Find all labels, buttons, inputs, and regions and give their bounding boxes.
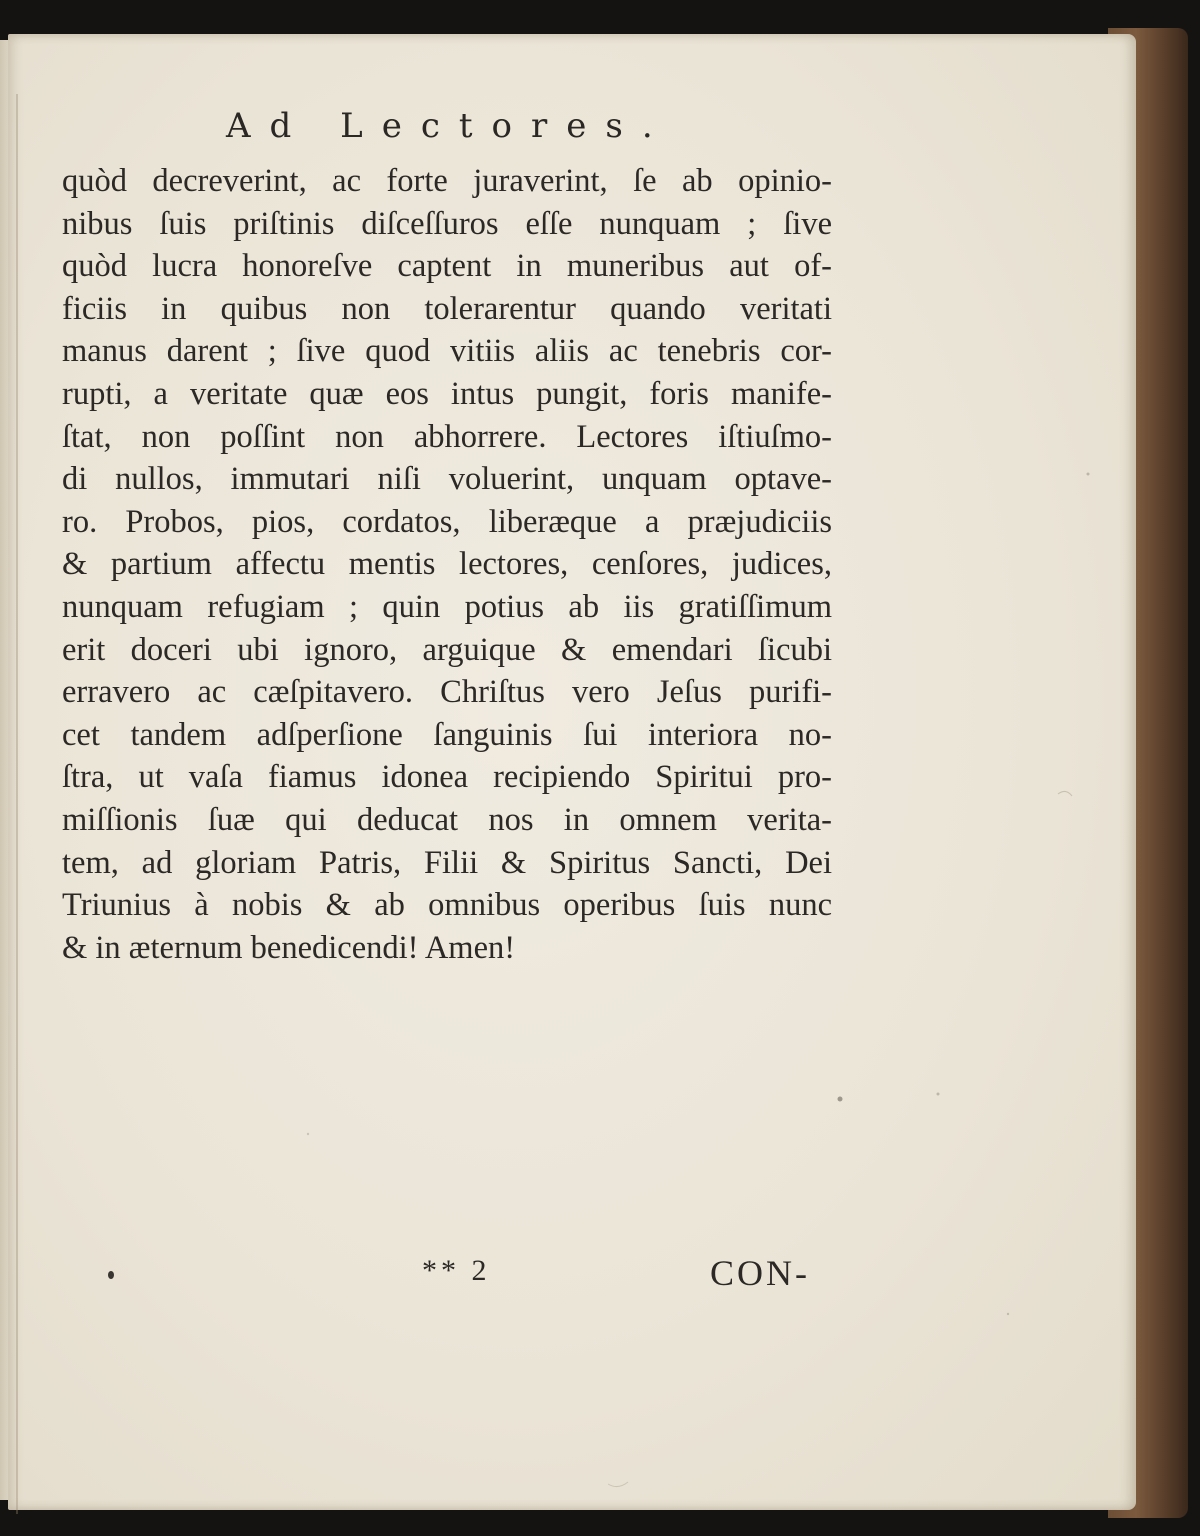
text-line: rupti, a veritate quæ eos intus pungit, foris manife- [62,375,832,412]
text-line: nibus ſuis priſtinis diſceſſuros eſſe nunquam ; ſive [62,205,832,242]
text-line: ficiis in quibus non tolerarentur quando veritati [62,290,832,327]
text-line: miſſionis ſuæ qui deducat nos in omnem verita- [62,801,832,838]
text-line: erit doceri ubi ignoro, arguique & emendari ſicubi [62,631,832,668]
text-line: cet tandem adſperſione ſanguinis ſui interiora no- [62,716,832,753]
text-line: & partium affectu mentis lectores, cenſores, judices, [62,546,832,583]
text-line: quòd decreverint, ac forte juraverint, ſe ab opinio- [62,163,832,199]
ink-blot [108,1271,114,1279]
text-line: nunquam refugiam ; quin potius ab iis gratiſſimum [62,588,832,625]
signature-mark: ** 2 [422,1254,491,1287]
text-line: & in æternum benedicendi! Amen! [62,929,516,966]
text-line: ſtra, ut vaſa fiamus idonea recipiendo Spiritui pro- [62,759,832,796]
text-line: manus darent ; ſive quod vitiis aliis ac tenebris cor- [62,333,832,370]
text-line: ro. Probos, pios, cordatos, liberæque a præjudiciis [62,503,832,540]
body-text [62,160,832,969]
text-line: ſtat, non poſſint non abhorrere. Lectores iſtiuſmo- [62,418,832,455]
text-line: di nullos, immutari niſi voluerint, unquam optave- [62,461,832,498]
running-head: Ad Lectores. [226,106,672,146]
text-line: Triunius à nobis & ab omnibus operibus ſuis nunc [62,887,832,924]
text-line: tem, ad gloriam Patris, Filii & Spiritus Sancti, Dei [62,844,832,881]
text-line: quòd lucra honoreſve captent in muneribus aut of- [62,248,832,285]
text-line: erravero ac cæſpitavero. Chriſtus vero Jeſus purifi- [62,674,832,711]
catchword: CON- [710,1253,810,1293]
